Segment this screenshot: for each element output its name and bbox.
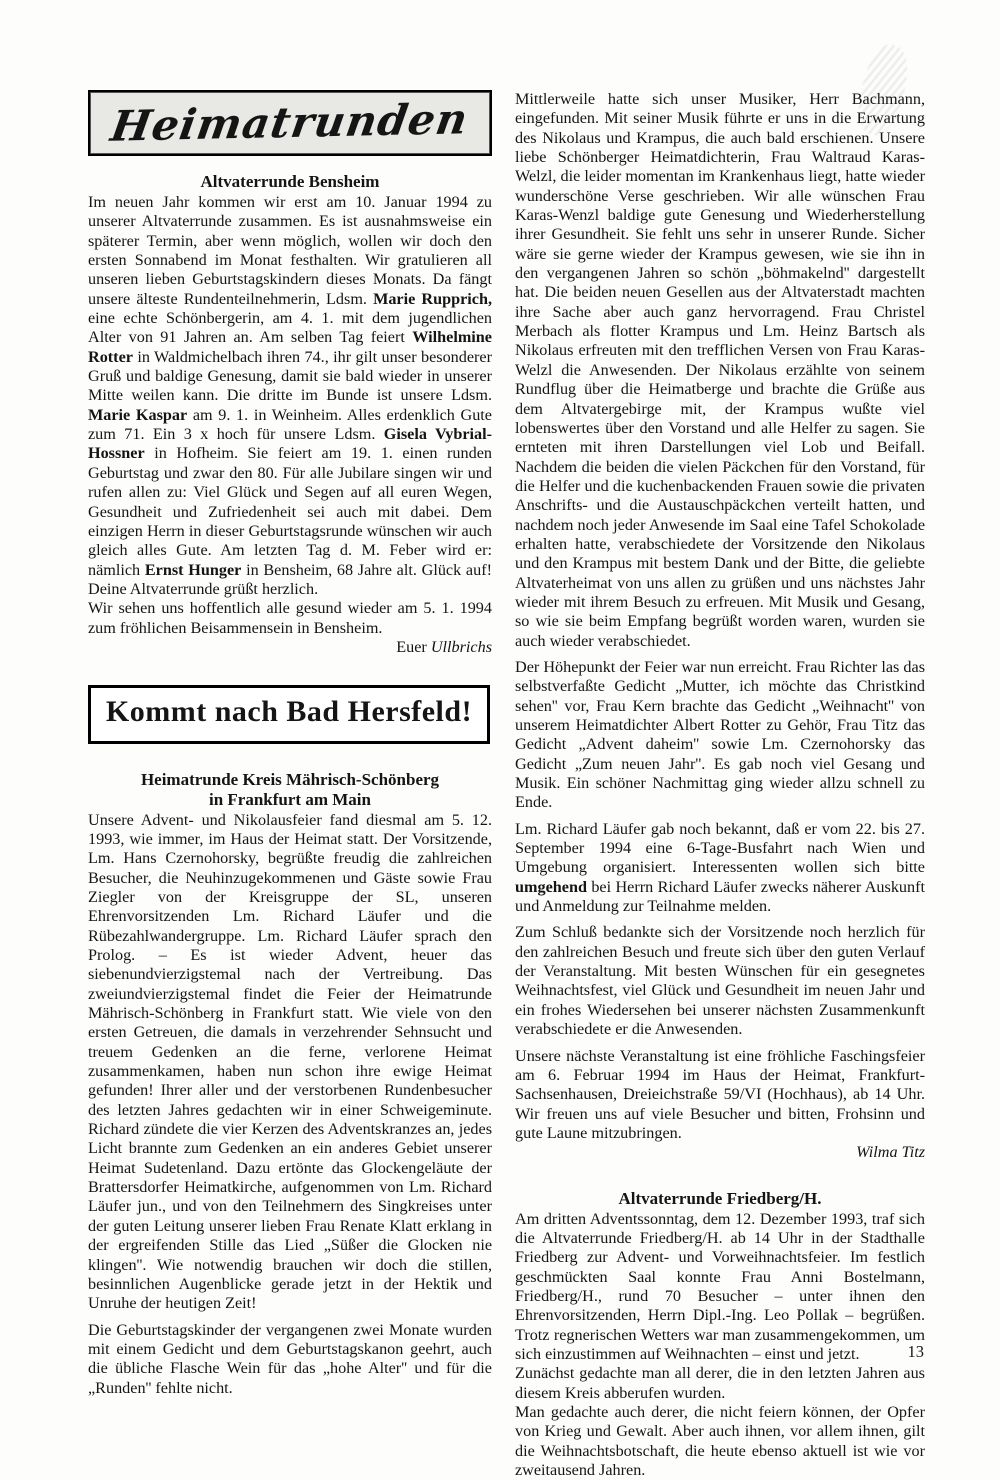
text-run: bei Herrn Richard Läufer zwecks näherer Auskunft und Anmeldung zur Teilnahme melden. bbox=[515, 877, 925, 916]
right-column bbox=[515, 90, 925, 1480]
person-name: Gisela Vybrial-Hossner bbox=[88, 425, 492, 463]
text-run: in Bensheim, 68 Jahre alt. Glück auf! Deine Altvaterrunde grüßt herzlich. bbox=[88, 560, 492, 598]
signature-line bbox=[88, 638, 492, 657]
paragraph bbox=[515, 820, 925, 917]
paragraph: Die Geburtstagskinder der vergangenen zwei Monate wurden mit einem Gedicht und dem Geburtstagskanon geehrt, auch die übliche Flasche Wein für das „hohe Alter'' und für die „Runden'' fehlte nicht. bbox=[88, 1320, 492, 1397]
signature-name: Ullbrichs bbox=[430, 637, 492, 656]
text-run: in Hofheim. Sie feiert am 19. 1. einen runden Geburtstag und zwar den 80. Für alle Jubilare singen wir und rufen allen zu: Viel Glück und Segen auf all euren Wegen, Gesundheit und Zufriedenheit sei auch mit dabei. Dem einzigen Herrn in dieser Geburtstagsrunde wünschen wir auch gleich alles Gute. Am letzten Tag d. M. Feber wird er: nämlich bbox=[88, 444, 492, 579]
paragraph: Wir sehen uns hoffentlich alle gesund wieder am 5. 1. 1994 zum fröhlichen Beisammensein in Bensheim. bbox=[88, 599, 492, 637]
text-run: eine echte Schönbergerin, am 4. 1. mit dem jugendlichen Alter von 91 Jahren an. Am selben Tag feiert bbox=[88, 309, 492, 347]
paragraph: Man gedachte auch derer, die nicht feiern können, der Opfer von Krieg und Gewalt. Aber auch ihnen, vor allem ihnen, gilt die Weihnachtsbotschaft, die heute ebenso aktuell ist wie vor zweitausend Jahren. bbox=[515, 1403, 925, 1480]
heading-line2: in Frankfurt am Main bbox=[209, 789, 371, 809]
masthead-title: Heimatrunden bbox=[107, 94, 473, 152]
signature-name: Wilma Titz bbox=[856, 1143, 925, 1162]
paragraph: Mittlerweile hatte sich unser Musiker, Herr Bachmann, eingefunden. Mit seiner Musik führte er uns in die Erwartung des Nikolaus und Krampus, die auch bald erschienen. Unsere liebe Schönberger Heimatdichterin, Frau Waltraud Karas-Welzl, die leider momentan im Krankenhaus liegt, hatte wieder wunderschöne Verse geschrieben. Wir alle wünschen Frau Karas-Wenzl baldige gute Genesung und Wiederherstellung ihrer Gesundheit. Sie fehlt uns sehr in unserer Runde. Sicher wäre sie gerne wieder der Krampus gewesen, wie sie ihn in den vergangenen Jahren so schön „böhmakelnd'' dargestellt hat. Die beiden neuen Gesellen aus der Altvaterstadt machten ihre Sache aber auch ganz hervorragend. Frau Christel Merbach als flotter Krampus und Lm. Heinz Bartsch als Nikolaus erfreuten mit den trefflichen Versen von Frau Karas-Welzl die Anwesenden. Der Nikolaus erzählte von seinem Rundflug über die Heimatberge und brachte die Grüße aus dem Altvatergebirge mit, der Krampus wußte viel lobenswertes über den Vorstand und alle Helfer zu sagen. Sie ernteten mit ihren Darstellungen viel Lob und Beifall. Nachdem die beiden die vielen Päckchen für den Vorstand, für die Helfer und die kuchenbackenden Frauen sowie die privaten Anschrifts- und die Austauschpäckchen verteilt hatten, und nachdem noch jeder Anwesende im Saal eine Tafel Schokolade erhalten hatte, verabschiedete der Vorsitzende den Nikolaus und den Krampus mit bestem Dank und der Bitte, die geliebte Altvaterheimat von uns allen zu grüßen und uns nächstes Jahr wieder mit ihrem Besuch zu erfreuen. Mit Musik und Gesang, so wie sie beim Empfang begrüßt worden waren, wurden sie auch wieder verabschiedet. bbox=[515, 90, 925, 650]
masthead-box bbox=[88, 90, 492, 156]
page-content bbox=[88, 90, 925, 1480]
paragraph: Am dritten Adventssonntag, dem 12. Dezember 1993, traf sich die Altvaterrunde Friedberg/H. ab 14 Uhr in der Stadthalle Friedberg zur Advent- und Vorweihnachtsfeier. Im festlich geschmückten Saal konnte Frau Anni Bostelmann, Friedberg/H., rund 70 Besucher – unter ihnen den Ehrenvorsitzenden, Herrn Dipl.-Ing. Leo Pollak – begrüßen. Trotz regnerischen Wetters war man zusammengekommen, um sich einzustimmen auf Weihnachten – einst und jetzt. bbox=[515, 1209, 925, 1363]
text-run: Lm. Richard Läufer gab noch bekannt, daß er vom 22. bis 27. September 1994 eine 6-Tage-Busfahrt nach Wien und Umgebung organisiert. Interessenten wollen sich bitte bbox=[515, 819, 925, 877]
person-name: Wilhelmine Rotter bbox=[88, 328, 492, 366]
paragraph: Zum Schluß bedankte sich der Vorsitzende noch herzlich für den zahlreichen Besuch und freute sich über den guten Verlauf der Veranstaltung. Mit besten Wünschen für ein gesegnetes Weihnachtsfest, viel Glück und Gesundheit im neuen Jahr und ein frohes Wiedersehen bei unserer nächsten Zusammenkunft verabschiedete er die Anwesenden. bbox=[515, 923, 925, 1039]
paragraph bbox=[88, 193, 492, 599]
section-heading: Altvaterrunde Friedberg/H. bbox=[618, 1188, 822, 1208]
left-column bbox=[88, 90, 492, 1480]
text-run: am 9. 1. in Weinheim. Alles erdenklich Gute zum 71. Ein 3 x hoch für unsere Ldsm. bbox=[88, 405, 492, 444]
emphasis-word: umgehend bbox=[515, 877, 587, 896]
signature-prefix: Euer bbox=[396, 637, 431, 656]
section-heading bbox=[88, 770, 492, 810]
heading-line1: Heimatrunde Kreis Mährisch-Schönberg bbox=[140, 769, 440, 789]
paragraph: Unsere Advent- und Nikolausfeier fand diesmal am 5. 12. 1993, wie immer, im Haus der Heimat statt. Der Vorsitzende, Lm. Hans Czernohorsky, begrüßte freudig die zahlreichen Besucher, die Neuhinzugekommenen und Gäste sowie Frau Ziegler von der Kreisgruppe der SL, unseren Ehrenvorsitzenden Lm. Richard Läufer und die Rübezahlwandergruppe. Lm. Richard Läufer sprach den Prolog. – Es ist wieder Advent, heuer das siebenundvierzigstemal nach der Vertreibung. Das zweiundvierzigstemal findet die Feier der Heimatrunde Mährisch-Schönberg in Frankfurt statt. Wie viele von den ersten Getreuen, die damals in verzehrender Sehnsucht und treuem Gedenken an die ferne, verlorene Heimat zusammenkamen, haben nun schon ihre ewige Heimat gefunden! Ihrer aller und der verstorbenen Rundenbesucher des letzten Jahres gedachten wir in einer Schweigeminute. Richard zündete die vier Kerzen des Adventskranzes an, jedes Licht brannte zum Gedenken an ein anderes Gebiet unserer Heimat Sudetenland. Dazu ertönte das Glockengeläute der Brattersdorfer Heimatkirche, aufgenommen von Lm. Richard Läufer jun., und von den Teilnehmern des Singkreises unter der guten Leitung unserer lieben Frau Renate Klatt erklang in der ergreifenden Stille das Lied „Süßer die Glocken nie klingen''. Wie notwendig brauchen wir doch die stillen, besinnlichen Augenblicke gerade jetzt in der Hektik und Unruhe der heutigen Zeit! bbox=[88, 810, 492, 1313]
section-frankfurt-continued bbox=[515, 90, 925, 1163]
signature-line bbox=[515, 1143, 925, 1162]
section-altvaterrunde-friedberg bbox=[515, 1189, 925, 1480]
page-number: 13 bbox=[907, 1342, 924, 1361]
paragraph: Der Höhepunkt der Feier war nun erreicht. Frau Richter las das selbstverfaßte Gedicht „Mutter, ich möchte das Christkind sehen'' vor, Frau Kern brachte das Gedicht „Weihnacht'' von unserem Heimatdichter Albert Rotter zu Gehör, Frau Titz das Gedicht „Advent daheim'' sowie Lm. Czernohorsky das Gedicht „Zum neuen Jahr''. Es gab noch viel Gesang und Musik. Ein schöner Nachmittag ging wieder allzu schnell zu Ende. bbox=[515, 657, 925, 812]
section-heading: Altvaterrunde Bensheim bbox=[200, 172, 380, 191]
banner-text: Kommt nach Bad Hersfeld! bbox=[105, 695, 473, 729]
text-run: Im neuen Jahr kommen wir erst am 10. Januar 1994 zu unserer Altvaterrunde zusammen. Es ist ausnahmsweise ein späterer Termin, aber wenn möglich, wollen wir doch den ersten Sonnabend im Monat festhalten. Wir gratulieren all unseren lieben Geburtstagskindern dieses Monats. Da fängt unsere älteste Rundenteilnehmerin, Ldsm. bbox=[88, 193, 492, 308]
section-altvaterrunde-bensheim bbox=[88, 172, 492, 657]
paragraph: Zunächst gedachte man all derer, die in den letzten Jahren aus diesem Kreis abberufen wurden. bbox=[515, 1364, 925, 1402]
paragraph: Unsere nächste Veranstaltung ist eine fröhliche Faschingsfeier am 6. Februar 1994 im Haus der Heimat, Frankfurt-Sachsenhausen, Dreieichstraße 59/VI (Hochhaus), ab 14 Uhr. Wir freuen uns auf viele Besucher und bitten, Frohsinn und gute Laune mitzubringen. bbox=[515, 1046, 925, 1142]
section-heimatrunde-frankfurt bbox=[88, 770, 492, 1398]
person-name: Marie Kaspar bbox=[88, 405, 188, 424]
person-name: Ernst Hunger bbox=[144, 560, 242, 579]
bad-hersfeld-banner bbox=[88, 685, 490, 743]
person-name: Marie Rupprich, bbox=[373, 289, 492, 308]
text-run: in Waldmichelbach ihren 74., ihr gilt unser besonderer Gruß und baldige Genesung, damit sie bald wieder in unserer Mitte weilen kann. Die dritte im Bunde ist unsere Ldsm. bbox=[88, 347, 492, 405]
